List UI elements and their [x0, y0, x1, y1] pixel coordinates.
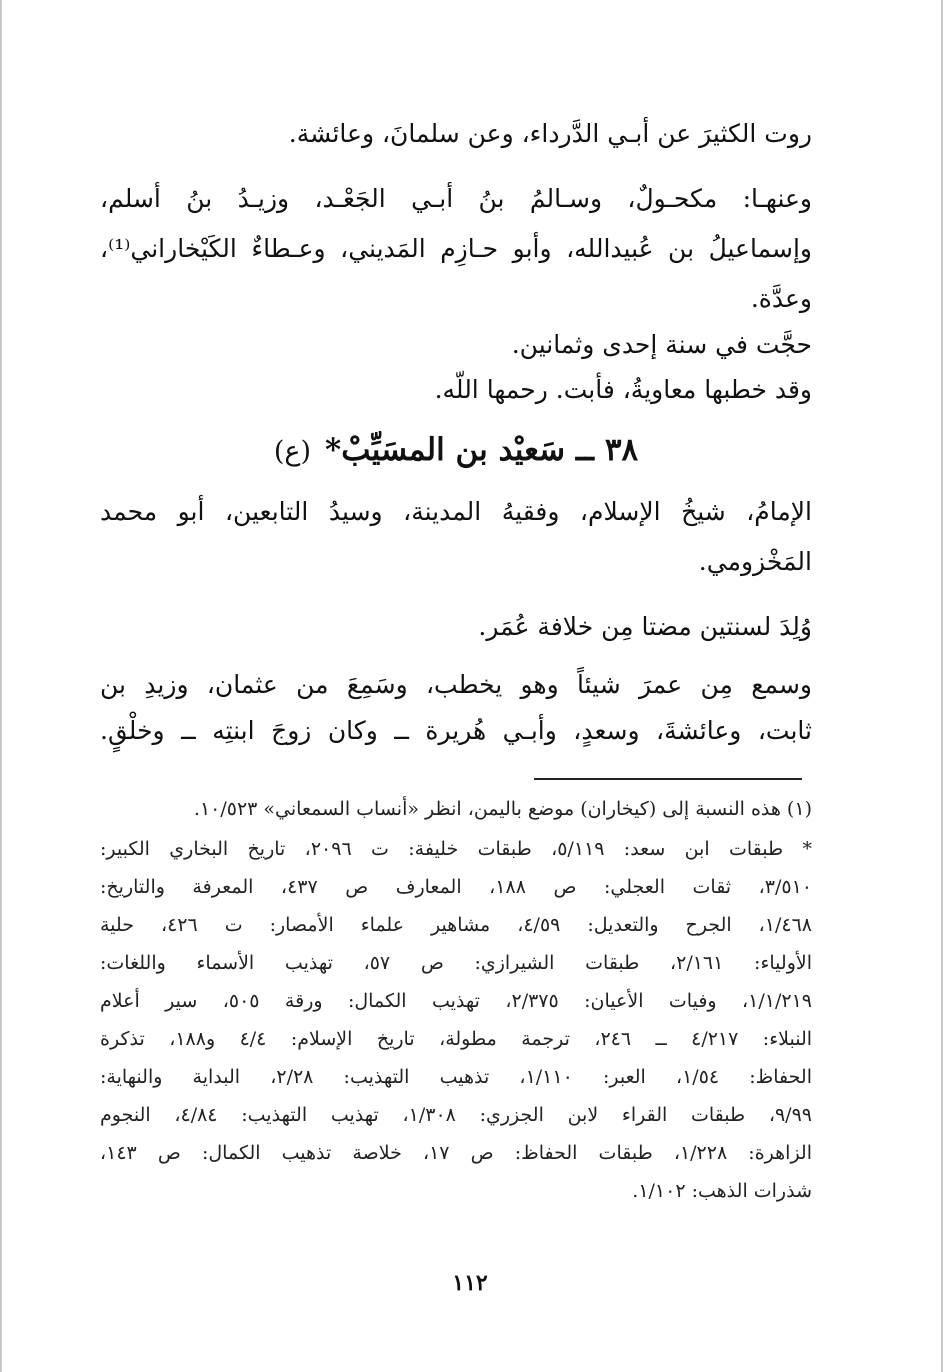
footnote-line: شذرات الذهب: ١/١٠٢.	[632, 1180, 812, 1202]
footnote-line: الزاهرة: ١/٢٢٨، طبقات الحفاظ: ص ١٧، خلاصة تذهيب الكمال: ص ١٤٣،	[100, 1142, 812, 1164]
body-line: ثابت، وعائشةَ، وسعدٍ، وأبـي هُريرة ــ وكان زوجَ ابنتِه ــ وخلْقٍ.	[100, 716, 812, 745]
body-line: وُلِدَ لسنتين مضتا مِن خلافة عُمَر.	[478, 612, 812, 641]
footnote-line: النبلاء: ٤/٢١٧ ــ ٢٤٦، ترجمة مطولة، تاريخ الإسلام: ٤/٤ و١٨٨، تذكرة	[100, 1028, 813, 1050]
footnote-line: (١) هذه النسبة إلى (كيخاران) موضع باليمن، انظر «أنساب السمعاني» ١٠/٥٢٣.	[193, 798, 812, 820]
body-line: المَخْزومي.	[698, 547, 812, 576]
body-line: وعنهـا: مكحـولٌ، وسـالمُ بنُ أبـي الجَعْـد، وزيـدُ بنُ أسلم،	[100, 184, 812, 213]
body-line: وقد خطبها معاويةُ، فأبت. رحمها اللّه.	[434, 375, 812, 404]
footnote-line: ٩/٩٩، طبقات القراء لابن الجزري: ١/٣٠٨، تهذيب التهذيب: ٤/٨٤، النجوم	[100, 1104, 812, 1126]
heading-code: (ع)	[273, 436, 312, 467]
body-line: روت الكثيرَ عن أبـي الدَّرداء، وعن سلمانَ، وعائشة.	[288, 119, 812, 148]
body-line: وإسماعيلُ بن عُبيدالله، وأبو حـازِم المَديني، وعـطاءٌ الكَيْخاراني⁽¹⁾،	[100, 234, 812, 263]
left-scan-edge	[0, 0, 2, 1372]
footnote-line: * طبقات ابن سعد: ٥/١١٩، طبقات خليفة: ت ٢٠٩٦، تاريخ البخاري الكبير:	[100, 838, 813, 860]
biography-heading	[100, 432, 812, 468]
body-line: وسمع مِن عمرَ شيئاً وهو يخطب، وسَمِعَ من عثمان، وزيدِ بن	[100, 670, 812, 699]
footnote-separator	[534, 778, 802, 780]
footnote-line: الأولياء: ٢/١٦١، طبقات الشيرازي: ص ٥٧، تهذيب الأسماء واللغات:	[100, 952, 812, 974]
footnote-line: ١/١/٢١٩، وفيات الأعيان: ٢/٣٧٥، تهذيب الكمال: ورقة ٥٠٥، سير أعلام	[100, 990, 812, 1012]
page-number: ١١٢	[452, 1270, 488, 1296]
body-line: وعدَّة.	[750, 284, 812, 313]
footnote-line: ٣/٥١٠، ثقات العجلي: ص ١٨٨، المعارف ص ٤٣٧، المعرفة والتاريخ:	[100, 876, 812, 898]
footnote-line: الحفاظ: ١/٥٤، العبر: ١/١١٠، تذهيب التهذيب: ٢/٢٨، البداية والنهاية:	[100, 1066, 812, 1088]
heading-title: ٣٨ ــ سَعيْد بن المسَيِّبْ*	[325, 432, 639, 468]
body-line: الإمامُ، شيخُ الإسلام، وفقيهُ المدينة، وسيدُ التابعين، أبو محمد	[100, 497, 812, 526]
footnote-line: ١/٤٦٨، الجرح والتعديل: ٤/٥٩، مشاهير علماء الأمصار: ت ٤٢٦، حلية	[100, 914, 812, 936]
body-line: حجَّت في سنة إحدى وثمانين.	[511, 330, 812, 359]
